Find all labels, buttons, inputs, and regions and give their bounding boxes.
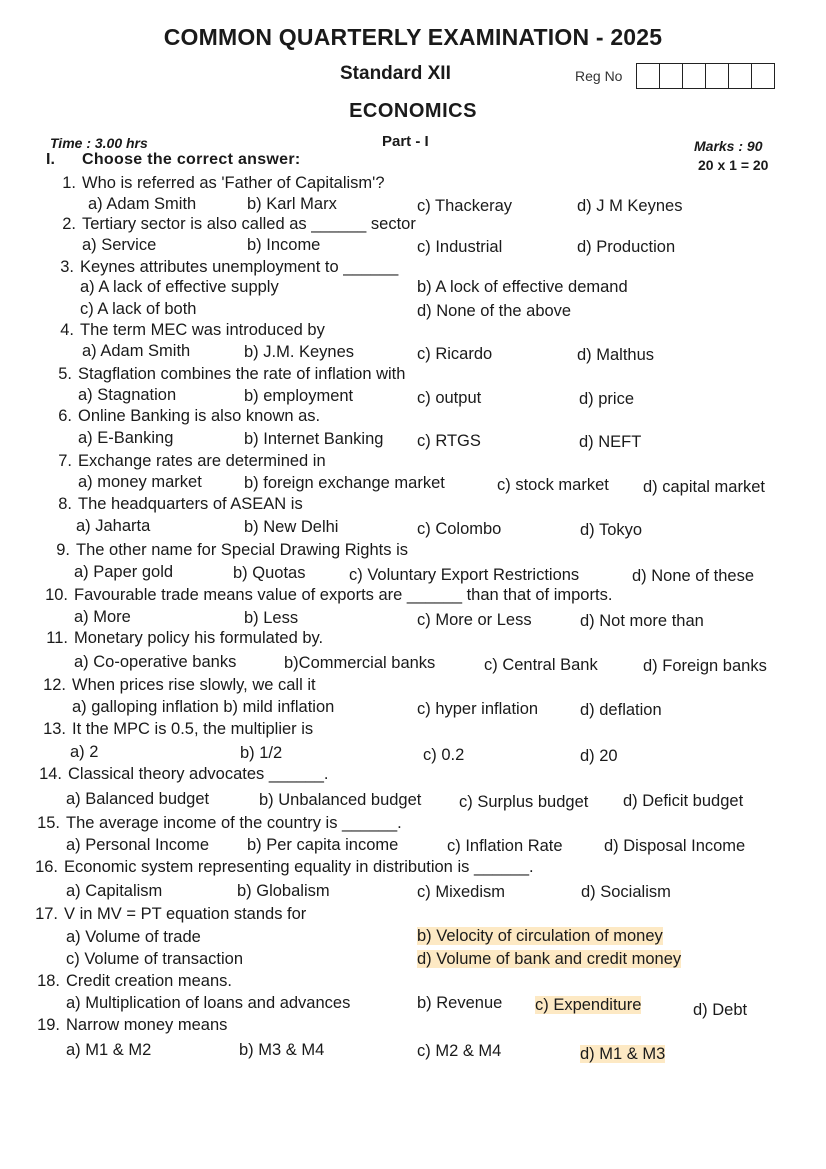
question-text: Favourable trade means value of exports are ______ than that of imports. <box>74 586 613 604</box>
answer-option[interactable] <box>580 1045 665 1064</box>
answer-option[interactable]: c) Voluntary Export Restrictions <box>349 566 580 584</box>
answer-option[interactable]: c) Inflation Rate <box>447 837 563 855</box>
answer-option[interactable]: b) Less <box>244 609 299 627</box>
answer-option[interactable] <box>535 996 641 1015</box>
question-text: Stagflation combines the rate of inflation with <box>78 365 406 383</box>
answer-option[interactable]: c) Industrial <box>417 238 503 256</box>
answer-option[interactable]: b) Income <box>247 236 321 254</box>
question-number: 18. <box>37 972 60 990</box>
answer-option[interactable]: a) Capitalism <box>66 882 163 900</box>
answer-option[interactable]: c) hyper inflation <box>417 700 539 718</box>
subject-title: ECONOMICS <box>349 100 477 122</box>
question-number: 7. <box>58 452 72 470</box>
answer-option[interactable]: b) Karl Marx <box>247 195 337 213</box>
answer-option[interactable]: a) Co-operative banks <box>74 653 237 671</box>
exam-time: Time : 3.00 hrs <box>50 135 148 151</box>
question-number: 2. <box>62 215 76 233</box>
question-text: Who is referred as 'Father of Capitalism'? <box>82 174 385 192</box>
answer-option[interactable]: b) employment <box>244 387 354 405</box>
answer-option[interactable]: a) 2 <box>70 743 99 761</box>
question-text: Economic system representing equality in distribution is ______. <box>64 858 534 876</box>
question-text: Credit creation means. <box>66 972 232 990</box>
answer-option[interactable]: d) Socialism <box>581 883 671 901</box>
answer-option[interactable]: c) 0.2 <box>423 746 465 764</box>
question-text: Online Banking is also known as. <box>78 407 321 425</box>
answer-option[interactable]: a) Balanced budget <box>66 790 210 808</box>
question-number: 11. <box>46 629 68 647</box>
answer-option[interactable]: b) Revenue <box>417 994 503 1012</box>
question-number: 17. <box>35 905 58 923</box>
answer-option[interactable] <box>417 927 663 946</box>
standard-label: Standard XII <box>340 63 451 84</box>
answer-option[interactable]: a) Volume of trade <box>66 928 201 946</box>
section-number: I. <box>46 151 55 168</box>
question-text: V in MV = PT equation stands for <box>64 905 307 923</box>
answer-option[interactable]: b) Quotas <box>233 564 306 582</box>
answer-option[interactable]: a) Service <box>82 236 157 254</box>
answer-option[interactable]: b) New Delhi <box>244 518 339 536</box>
answer-option[interactable]: a) M1 & M2 <box>66 1041 152 1059</box>
answer-option[interactable]: d) capital market <box>643 478 765 496</box>
answer-option[interactable]: c) M2 & M4 <box>417 1042 502 1060</box>
answer-option[interactable]: d) price <box>579 390 635 408</box>
answer-option[interactable]: d) None of these <box>632 567 754 585</box>
answer-option[interactable]: b) Internet Banking <box>244 430 384 448</box>
highlighted-option-text: b) Velocity of circulation of money <box>417 927 663 945</box>
answer-option[interactable]: b) foreign exchange market <box>244 474 445 492</box>
reg-no-box[interactable] <box>729 63 752 89</box>
question-number: 3. <box>60 258 74 276</box>
answer-option[interactable]: c) RTGS <box>417 432 481 450</box>
answer-option[interactable]: c) Ricardo <box>417 345 493 363</box>
answer-option[interactable]: d) deflation <box>580 701 662 719</box>
question-number: 4. <box>60 321 74 339</box>
answer-option[interactable]: a) Adam Smith <box>88 195 197 213</box>
reg-no-label: Reg No <box>575 68 623 84</box>
answer-option[interactable]: a) E-Banking <box>78 429 174 447</box>
question-number: 19. <box>37 1016 60 1034</box>
exam-title: COMMON QUARTERLY EXAMINATION - 2025 <box>163 24 663 50</box>
answer-option[interactable]: c) stock market <box>497 476 609 494</box>
answer-option[interactable]: d) NEFT <box>579 433 642 451</box>
answer-option[interactable]: a) A lack of effective supply <box>80 278 279 296</box>
reg-no-boxes[interactable] <box>636 63 775 89</box>
answer-option[interactable]: b) 1/2 <box>240 744 283 762</box>
answer-option[interactable]: d) Deficit budget <box>623 792 744 810</box>
reg-no-box[interactable] <box>752 63 775 89</box>
question-text: The term MEC was introduced by <box>80 321 325 339</box>
answer-option[interactable]: c) A lack of both <box>80 300 197 318</box>
question-number: 1. <box>62 174 76 192</box>
reg-no-box[interactable] <box>683 63 706 89</box>
answer-option[interactable]: b) J.M. Keynes <box>244 343 355 361</box>
question-number: 12. <box>43 676 66 694</box>
question-number: 6. <box>58 407 72 425</box>
question-text: When prices rise slowly, we call it <box>72 676 316 694</box>
answer-option[interactable]: d) J M Keynes <box>577 197 683 215</box>
answer-option[interactable]: a) Stagnation <box>78 386 177 404</box>
question-text: Exchange rates are determined in <box>78 452 326 470</box>
section-marks: 20 x 1 = 20 <box>698 157 769 173</box>
answer-option[interactable]: c) Surplus budget <box>459 793 589 811</box>
answer-option[interactable]: b) Globalism <box>237 882 330 900</box>
answer-option[interactable]: a) Jaharta <box>76 517 151 535</box>
question-number: 13. <box>43 720 66 738</box>
answer-option[interactable]: a) Adam Smith <box>82 342 191 360</box>
total-marks: Marks : 90 <box>694 138 763 154</box>
highlighted-option-text: d) Volume of bank and credit money <box>417 950 682 968</box>
answer-option[interactable]: d) 20 <box>580 747 618 765</box>
question-number: 16. <box>35 858 58 876</box>
answer-option[interactable]: b) Unbalanced budget <box>259 791 422 809</box>
highlighted-option-text: d) M1 & M3 <box>580 1045 666 1063</box>
answer-option[interactable]: d) Debt <box>693 1001 748 1019</box>
answer-option[interactable]: a) Personal Income <box>66 836 210 854</box>
reg-no-box[interactable] <box>660 63 683 89</box>
answer-option[interactable] <box>417 950 681 969</box>
answer-option[interactable]: a) Paper gold <box>74 563 174 581</box>
answer-option[interactable]: c) More or Less <box>417 611 532 629</box>
reg-no-box[interactable] <box>706 63 729 89</box>
answer-option[interactable]: c) Mixedism <box>417 883 506 901</box>
answer-option[interactable]: d) Not more than <box>580 612 704 630</box>
question-text: Keynes attributes unemployment to ______ <box>80 258 399 276</box>
question-text: The average income of the country is ______. <box>66 814 402 832</box>
question-text: The headquarters of ASEAN is <box>78 495 303 513</box>
answer-option[interactable]: c) Colombo <box>417 520 502 538</box>
answer-option[interactable]: d) Foreign banks <box>643 657 767 675</box>
answer-option[interactable]: b) A lock of effective demand <box>417 278 628 296</box>
answer-option[interactable]: d) Tokyo <box>580 521 643 539</box>
question-text: Monetary policy his formulated by. <box>74 629 324 647</box>
question-number: 8. <box>58 495 72 513</box>
answer-option[interactable]: b) Per capita income <box>247 836 399 854</box>
answer-option[interactable]: b) M3 & M4 <box>239 1041 325 1059</box>
answer-option[interactable]: a) money market <box>78 473 202 491</box>
answer-option[interactable]: a) galloping inflation b) mild inflation <box>72 698 335 716</box>
reg-no-box[interactable] <box>636 63 660 89</box>
answer-option[interactable]: c) Thackeray <box>417 197 513 215</box>
answer-option[interactable]: d) Malthus <box>577 346 655 364</box>
answer-option[interactable]: c) Central Bank <box>484 656 598 674</box>
question-text: Classical theory advocates ______. <box>68 765 329 783</box>
part-label: Part - I <box>382 133 429 150</box>
answer-option[interactable]: d) None of the above <box>417 302 572 320</box>
answer-option[interactable]: d) Production <box>577 238 676 256</box>
answer-option[interactable]: b)Commercial banks <box>284 654 436 672</box>
question-number: 15. <box>37 814 60 832</box>
question-number: 14. <box>39 765 62 783</box>
answer-option[interactable]: a) Multiplication of loans and advances <box>66 994 351 1012</box>
highlighted-option-text: c) Expenditure <box>535 996 642 1014</box>
answer-option[interactable]: d) Disposal Income <box>604 837 746 855</box>
question-text: The other name for Special Drawing Rights is <box>76 541 408 559</box>
answer-option[interactable]: a) More <box>74 608 131 626</box>
question-number: 9. <box>56 541 70 559</box>
section-instruction: Choose the correct answer: <box>82 151 301 168</box>
question-number: 5. <box>58 365 72 383</box>
answer-option[interactable]: c) Volume of transaction <box>66 950 244 968</box>
question-text: It the MPC is 0.5, the multiplier is <box>72 720 314 738</box>
question-text: Tertiary sector is also called as ______ sector <box>82 215 416 233</box>
question-number: 10. <box>45 586 68 604</box>
question-text: Narrow money means <box>66 1016 228 1034</box>
answer-option[interactable]: c) output <box>417 389 482 407</box>
